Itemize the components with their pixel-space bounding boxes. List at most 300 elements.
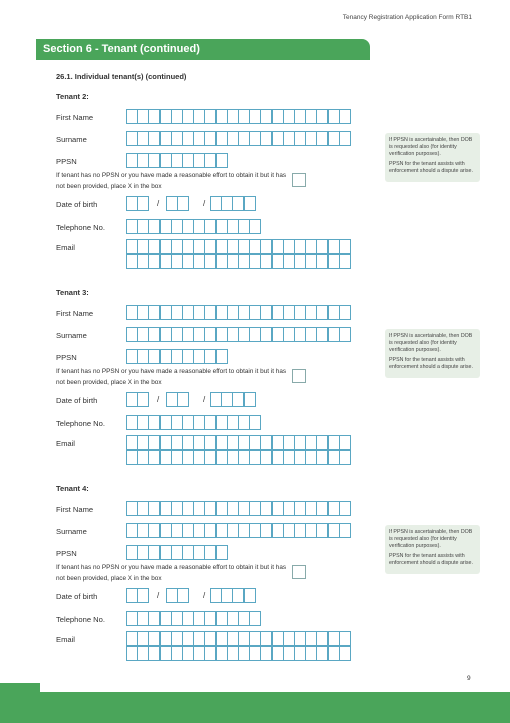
email-boxes-row1-cell[interactable] (238, 435, 250, 450)
surname-boxes-cell[interactable] (339, 523, 351, 538)
email-boxes-row2-cell[interactable] (339, 254, 351, 269)
surname-boxes-cell[interactable] (316, 523, 328, 538)
email-boxes-row1-cell[interactable] (260, 631, 272, 646)
email-boxes-row1-cell[interactable] (328, 435, 340, 450)
surname-boxes-cell[interactable] (260, 327, 272, 342)
no-ppsn-checkbox[interactable] (292, 565, 306, 579)
dob-day-boxes-cell[interactable] (137, 588, 149, 603)
email-boxes-row2-cell[interactable] (305, 254, 317, 269)
email-boxes-row2-cell[interactable] (328, 254, 340, 269)
dob-year-boxes-cell[interactable] (232, 196, 244, 211)
telephone-boxes-cell[interactable] (182, 611, 194, 626)
telephone-boxes[interactable] (126, 415, 261, 430)
telephone-boxes[interactable] (126, 219, 261, 234)
email-boxes-row1-cell[interactable] (171, 239, 183, 254)
surname-boxes-cell[interactable] (182, 523, 194, 538)
email-boxes-row2-cell[interactable] (249, 646, 261, 661)
surname-boxes-cell[interactable] (171, 523, 183, 538)
dob-year-boxes-cell[interactable] (232, 392, 244, 407)
dob-month-boxes-cell[interactable] (177, 196, 189, 211)
surname-boxes-cell[interactable] (272, 523, 284, 538)
dob-day-boxes-cell[interactable] (137, 196, 149, 211)
first-name-boxes-cell[interactable] (160, 109, 172, 124)
email-boxes-row2-cell[interactable] (249, 254, 261, 269)
first-name-boxes-cell[interactable] (272, 109, 284, 124)
email-boxes-row2-cell[interactable] (182, 254, 194, 269)
email-boxes-row2-cell[interactable] (328, 646, 340, 661)
first-name-boxes-cell[interactable] (283, 305, 295, 320)
surname-boxes-cell[interactable] (137, 131, 149, 146)
email-boxes-row1-cell[interactable] (193, 239, 205, 254)
ppsn-boxes-cell[interactable] (148, 545, 160, 560)
email-boxes-row2[interactable] (126, 450, 351, 465)
email-boxes-row2-cell[interactable] (272, 450, 284, 465)
telephone-boxes-cell[interactable] (148, 415, 160, 430)
telephone-boxes-cell[interactable] (216, 219, 228, 234)
surname-boxes-cell[interactable] (272, 327, 284, 342)
ppsn-boxes-cell[interactable] (171, 153, 183, 168)
dob-year-boxes-cell[interactable] (221, 196, 233, 211)
first-name-boxes-cell[interactable] (216, 501, 228, 516)
telephone-boxes-cell[interactable] (216, 415, 228, 430)
ppsn-boxes-cell[interactable] (171, 349, 183, 364)
first-name-boxes-cell[interactable] (160, 305, 172, 320)
email-boxes-row2-cell[interactable] (316, 450, 328, 465)
email-boxes-row1-cell[interactable] (249, 435, 261, 450)
first-name-boxes-cell[interactable] (204, 501, 216, 516)
email-boxes-row2-cell[interactable] (137, 450, 149, 465)
surname-boxes-cell[interactable] (160, 131, 172, 146)
telephone-boxes-cell[interactable] (182, 219, 194, 234)
first-name-boxes-cell[interactable] (204, 305, 216, 320)
telephone-boxes-cell[interactable] (126, 415, 138, 430)
first-name-boxes-cell[interactable] (283, 501, 295, 516)
telephone-boxes-cell[interactable] (249, 415, 261, 430)
first-name-boxes-cell[interactable] (137, 501, 149, 516)
first-name-boxes-cell[interactable] (182, 109, 194, 124)
email-boxes-row1-cell[interactable] (238, 239, 250, 254)
surname-boxes-cell[interactable] (305, 523, 317, 538)
email-boxes-row2-cell[interactable] (294, 646, 306, 661)
surname-boxes-cell[interactable] (216, 327, 228, 342)
surname-boxes-cell[interactable] (137, 523, 149, 538)
ppsn-boxes-cell[interactable] (126, 153, 138, 168)
surname-boxes-cell[interactable] (148, 327, 160, 342)
dob-day-boxes-cell[interactable] (126, 196, 138, 211)
dob-month-boxes-cell[interactable] (177, 588, 189, 603)
first-name-boxes-cell[interactable] (316, 305, 328, 320)
surname-boxes-cell[interactable] (182, 131, 194, 146)
dob-day-boxes-cell[interactable] (126, 392, 138, 407)
telephone-boxes-cell[interactable] (193, 219, 205, 234)
email-boxes-row1-cell[interactable] (227, 631, 239, 646)
telephone-boxes-cell[interactable] (204, 415, 216, 430)
email-boxes-row1-cell[interactable] (305, 631, 317, 646)
first-name-boxes-cell[interactable] (316, 109, 328, 124)
surname-boxes-cell[interactable] (283, 327, 295, 342)
surname-boxes-cell[interactable] (148, 523, 160, 538)
ppsn-boxes-cell[interactable] (193, 545, 205, 560)
email-boxes-row2-cell[interactable] (272, 646, 284, 661)
dob-year-boxes-cell[interactable] (210, 196, 222, 211)
email-boxes-row1-cell[interactable] (294, 631, 306, 646)
email-boxes-row2-cell[interactable] (148, 646, 160, 661)
dob-year-boxes[interactable] (210, 392, 256, 407)
first-name-boxes-cell[interactable] (216, 305, 228, 320)
email-boxes-row2-cell[interactable] (272, 254, 284, 269)
ppsn-boxes-cell[interactable] (204, 545, 216, 560)
email-boxes-row1-cell[interactable] (328, 631, 340, 646)
email-boxes-row2-cell[interactable] (137, 254, 149, 269)
email-boxes-row2-cell[interactable] (283, 254, 295, 269)
dob-year-boxes[interactable] (210, 588, 256, 603)
telephone-boxes-cell[interactable] (249, 611, 261, 626)
dob-month-boxes-cell[interactable] (166, 588, 178, 603)
email-boxes-row2-cell[interactable] (305, 646, 317, 661)
ppsn-boxes-cell[interactable] (182, 153, 194, 168)
first-name-boxes-cell[interactable] (249, 109, 261, 124)
surname-boxes-cell[interactable] (126, 131, 138, 146)
surname-boxes-cell[interactable] (137, 327, 149, 342)
email-boxes-row1-cell[interactable] (137, 435, 149, 450)
surname-boxes-cell[interactable] (294, 523, 306, 538)
first-name-boxes[interactable] (126, 305, 351, 320)
email-boxes-row2-cell[interactable] (283, 450, 295, 465)
surname-boxes-cell[interactable] (148, 131, 160, 146)
email-boxes-row2-cell[interactable] (316, 254, 328, 269)
email-boxes-row2-cell[interactable] (126, 646, 138, 661)
surname-boxes-cell[interactable] (193, 327, 205, 342)
first-name-boxes-cell[interactable] (171, 501, 183, 516)
surname-boxes-cell[interactable] (283, 131, 295, 146)
ppsn-boxes-cell[interactable] (137, 545, 149, 560)
email-boxes-row2-cell[interactable] (171, 254, 183, 269)
email-boxes-row1-cell[interactable] (148, 435, 160, 450)
email-boxes-row1-cell[interactable] (137, 631, 149, 646)
surname-boxes-cell[interactable] (171, 131, 183, 146)
surname-boxes-cell[interactable] (204, 523, 216, 538)
first-name-boxes[interactable] (126, 109, 351, 124)
email-boxes-row1-cell[interactable] (249, 239, 261, 254)
first-name-boxes-cell[interactable] (137, 305, 149, 320)
first-name-boxes-cell[interactable] (126, 109, 138, 124)
email-boxes-row1-cell[interactable] (272, 631, 284, 646)
first-name-boxes-cell[interactable] (328, 305, 340, 320)
email-boxes-row2-cell[interactable] (137, 646, 149, 661)
first-name-boxes-cell[interactable] (339, 501, 351, 516)
email-boxes-row2-cell[interactable] (238, 646, 250, 661)
email-boxes-row1-cell[interactable] (193, 631, 205, 646)
first-name-boxes-cell[interactable] (204, 109, 216, 124)
telephone-boxes-cell[interactable] (126, 219, 138, 234)
email-boxes-row2-cell[interactable] (283, 646, 295, 661)
email-boxes-row2-cell[interactable] (182, 450, 194, 465)
email-boxes-row1-cell[interactable] (182, 239, 194, 254)
first-name-boxes-cell[interactable] (238, 109, 250, 124)
surname-boxes-cell[interactable] (126, 523, 138, 538)
first-name-boxes-cell[interactable] (227, 305, 239, 320)
surname-boxes-cell[interactable] (316, 327, 328, 342)
surname-boxes-cell[interactable] (216, 131, 228, 146)
email-boxes-row1-cell[interactable] (272, 239, 284, 254)
email-boxes-row1-cell[interactable] (339, 435, 351, 450)
email-boxes-row1-cell[interactable] (182, 435, 194, 450)
surname-boxes-cell[interactable] (238, 131, 250, 146)
email-boxes-row1-cell[interactable] (160, 239, 172, 254)
surname-boxes-cell[interactable] (160, 523, 172, 538)
first-name-boxes-cell[interactable] (305, 305, 317, 320)
first-name-boxes-cell[interactable] (148, 501, 160, 516)
email-boxes-row1-cell[interactable] (182, 631, 194, 646)
surname-boxes-cell[interactable] (328, 523, 340, 538)
telephone-boxes-cell[interactable] (160, 611, 172, 626)
telephone-boxes-cell[interactable] (182, 415, 194, 430)
email-boxes-row2-cell[interactable] (216, 254, 228, 269)
surname-boxes-cell[interactable] (260, 131, 272, 146)
first-name-boxes-cell[interactable] (283, 109, 295, 124)
dob-day-boxes-cell[interactable] (137, 392, 149, 407)
email-boxes-row2-cell[interactable] (227, 646, 239, 661)
email-boxes-row1-cell[interactable] (204, 435, 216, 450)
surname-boxes-cell[interactable] (216, 523, 228, 538)
email-boxes-row1-cell[interactable] (126, 239, 138, 254)
email-boxes-row1-cell[interactable] (227, 239, 239, 254)
first-name-boxes-cell[interactable] (316, 501, 328, 516)
dob-month-boxes[interactable] (166, 196, 189, 211)
first-name-boxes-cell[interactable] (339, 305, 351, 320)
email-boxes-row2-cell[interactable] (126, 254, 138, 269)
first-name-boxes-cell[interactable] (305, 109, 317, 124)
first-name-boxes-cell[interactable] (260, 305, 272, 320)
email-boxes-row1-cell[interactable] (227, 435, 239, 450)
email-boxes-row1-cell[interactable] (339, 239, 351, 254)
first-name-boxes-cell[interactable] (294, 305, 306, 320)
dob-year-boxes-cell[interactable] (210, 392, 222, 407)
email-boxes-row1-cell[interactable] (249, 631, 261, 646)
ppsn-boxes[interactable] (126, 349, 228, 364)
first-name-boxes-cell[interactable] (328, 109, 340, 124)
email-boxes-row2-cell[interactable] (160, 254, 172, 269)
email-boxes-row2-cell[interactable] (216, 450, 228, 465)
email-boxes-row1-cell[interactable] (283, 435, 295, 450)
first-name-boxes-cell[interactable] (216, 109, 228, 124)
email-boxes-row1-cell[interactable] (260, 239, 272, 254)
email-boxes-row1-cell[interactable] (148, 239, 160, 254)
email-boxes-row1-cell[interactable] (272, 435, 284, 450)
email-boxes-row1-cell[interactable] (171, 631, 183, 646)
first-name-boxes-cell[interactable] (249, 305, 261, 320)
surname-boxes-cell[interactable] (272, 131, 284, 146)
email-boxes-row1-cell[interactable] (316, 435, 328, 450)
ppsn-boxes-cell[interactable] (204, 153, 216, 168)
surname-boxes-cell[interactable] (260, 523, 272, 538)
email-boxes-row1-cell[interactable] (283, 631, 295, 646)
email-boxes-row2-cell[interactable] (305, 450, 317, 465)
surname-boxes-cell[interactable] (182, 327, 194, 342)
email-boxes-row1-cell[interactable] (294, 435, 306, 450)
ppsn-boxes-cell[interactable] (182, 545, 194, 560)
ppsn-boxes-cell[interactable] (216, 153, 228, 168)
email-boxes-row1-cell[interactable] (204, 239, 216, 254)
email-boxes-row2[interactable] (126, 646, 351, 661)
ppsn-boxes-cell[interactable] (148, 349, 160, 364)
surname-boxes-cell[interactable] (227, 523, 239, 538)
ppsn-boxes-cell[interactable] (204, 349, 216, 364)
telephone-boxes-cell[interactable] (227, 219, 239, 234)
dob-year-boxes[interactable] (210, 196, 256, 211)
first-name-boxes-cell[interactable] (148, 109, 160, 124)
surname-boxes-cell[interactable] (249, 131, 261, 146)
first-name-boxes-cell[interactable] (182, 305, 194, 320)
dob-year-boxes-cell[interactable] (221, 588, 233, 603)
email-boxes-row2-cell[interactable] (193, 254, 205, 269)
email-boxes-row1-cell[interactable] (148, 631, 160, 646)
dob-day-boxes[interactable] (126, 588, 149, 603)
telephone-boxes-cell[interactable] (238, 611, 250, 626)
telephone-boxes-cell[interactable] (137, 611, 149, 626)
ppsn-boxes-cell[interactable] (160, 545, 172, 560)
email-boxes-row2-cell[interactable] (216, 646, 228, 661)
first-name-boxes-cell[interactable] (193, 305, 205, 320)
ppsn-boxes-cell[interactable] (193, 153, 205, 168)
dob-day-boxes-cell[interactable] (126, 588, 138, 603)
dob-month-boxes-cell[interactable] (166, 196, 178, 211)
email-boxes-row2-cell[interactable] (148, 254, 160, 269)
first-name-boxes-cell[interactable] (272, 305, 284, 320)
email-boxes-row2-cell[interactable] (249, 450, 261, 465)
email-boxes-row1-cell[interactable] (126, 631, 138, 646)
email-boxes-row1-cell[interactable] (171, 435, 183, 450)
dob-year-boxes-cell[interactable] (244, 588, 256, 603)
first-name-boxes-cell[interactable] (182, 501, 194, 516)
first-name-boxes-cell[interactable] (238, 305, 250, 320)
email-boxes-row1-cell[interactable] (316, 239, 328, 254)
email-boxes-row1-cell[interactable] (193, 435, 205, 450)
surname-boxes-cell[interactable] (193, 131, 205, 146)
first-name-boxes-cell[interactable] (148, 305, 160, 320)
ppsn-boxes-cell[interactable] (126, 545, 138, 560)
dob-day-boxes[interactable] (126, 196, 149, 211)
surname-boxes-cell[interactable] (171, 327, 183, 342)
telephone-boxes[interactable] (126, 611, 261, 626)
surname-boxes-cell[interactable] (238, 523, 250, 538)
first-name-boxes-cell[interactable] (249, 501, 261, 516)
telephone-boxes-cell[interactable] (216, 611, 228, 626)
email-boxes-row2-cell[interactable] (294, 450, 306, 465)
email-boxes-row2[interactable] (126, 254, 351, 269)
email-boxes-row1[interactable] (126, 239, 351, 254)
email-boxes-row2-cell[interactable] (204, 450, 216, 465)
email-boxes-row1-cell[interactable] (137, 239, 149, 254)
dob-year-boxes-cell[interactable] (244, 392, 256, 407)
email-boxes-row2-cell[interactable] (339, 450, 351, 465)
first-name-boxes-cell[interactable] (137, 109, 149, 124)
email-boxes-row2-cell[interactable] (160, 450, 172, 465)
dob-month-boxes-cell[interactable] (177, 392, 189, 407)
telephone-boxes-cell[interactable] (148, 611, 160, 626)
email-boxes-row1-cell[interactable] (260, 435, 272, 450)
telephone-boxes-cell[interactable] (137, 415, 149, 430)
dob-year-boxes-cell[interactable] (210, 588, 222, 603)
dob-month-boxes-cell[interactable] (166, 392, 178, 407)
email-boxes-row2-cell[interactable] (294, 254, 306, 269)
surname-boxes[interactable] (126, 523, 351, 538)
email-boxes-row1-cell[interactable] (160, 435, 172, 450)
email-boxes-row2-cell[interactable] (171, 646, 183, 661)
ppsn-boxes-cell[interactable] (171, 545, 183, 560)
first-name-boxes-cell[interactable] (171, 305, 183, 320)
email-boxes-row2-cell[interactable] (227, 450, 239, 465)
telephone-boxes-cell[interactable] (160, 415, 172, 430)
email-boxes-row1-cell[interactable] (126, 435, 138, 450)
surname-boxes-cell[interactable] (249, 327, 261, 342)
telephone-boxes-cell[interactable] (137, 219, 149, 234)
telephone-boxes-cell[interactable] (204, 611, 216, 626)
surname-boxes-cell[interactable] (294, 327, 306, 342)
email-boxes-row2-cell[interactable] (260, 254, 272, 269)
ppsn-boxes-cell[interactable] (126, 349, 138, 364)
first-name-boxes-cell[interactable] (171, 109, 183, 124)
first-name-boxes-cell[interactable] (260, 109, 272, 124)
email-boxes-row1-cell[interactable] (328, 239, 340, 254)
telephone-boxes-cell[interactable] (249, 219, 261, 234)
email-boxes-row2-cell[interactable] (328, 450, 340, 465)
telephone-boxes-cell[interactable] (126, 611, 138, 626)
ppsn-boxes-cell[interactable] (137, 153, 149, 168)
surname-boxes-cell[interactable] (316, 131, 328, 146)
first-name-boxes-cell[interactable] (160, 501, 172, 516)
email-boxes-row1-cell[interactable] (305, 239, 317, 254)
telephone-boxes-cell[interactable] (204, 219, 216, 234)
email-boxes-row2-cell[interactable] (339, 646, 351, 661)
first-name-boxes[interactable] (126, 501, 351, 516)
email-boxes-row1-cell[interactable] (305, 435, 317, 450)
ppsn-boxes-cell[interactable] (137, 349, 149, 364)
email-boxes-row1-cell[interactable] (216, 631, 228, 646)
ppsn-boxes-cell[interactable] (160, 153, 172, 168)
ppsn-boxes-cell[interactable] (182, 349, 194, 364)
telephone-boxes-cell[interactable] (171, 219, 183, 234)
telephone-boxes-cell[interactable] (160, 219, 172, 234)
email-boxes-row1-cell[interactable] (339, 631, 351, 646)
surname-boxes-cell[interactable] (249, 523, 261, 538)
ppsn-boxes-cell[interactable] (148, 153, 160, 168)
first-name-boxes-cell[interactable] (272, 501, 284, 516)
email-boxes-row1-cell[interactable] (294, 239, 306, 254)
surname-boxes-cell[interactable] (238, 327, 250, 342)
dob-year-boxes-cell[interactable] (244, 196, 256, 211)
telephone-boxes-cell[interactable] (148, 219, 160, 234)
surname-boxes-cell[interactable] (305, 327, 317, 342)
dob-year-boxes-cell[interactable] (221, 392, 233, 407)
telephone-boxes-cell[interactable] (171, 415, 183, 430)
surname-boxes-cell[interactable] (160, 327, 172, 342)
dob-year-boxes-cell[interactable] (232, 588, 244, 603)
telephone-boxes-cell[interactable] (238, 219, 250, 234)
surname-boxes-cell[interactable] (305, 131, 317, 146)
surname-boxes-cell[interactable] (204, 131, 216, 146)
email-boxes-row2-cell[interactable] (182, 646, 194, 661)
surname-boxes-cell[interactable] (339, 327, 351, 342)
first-name-boxes-cell[interactable] (126, 501, 138, 516)
email-boxes-row2-cell[interactable] (148, 450, 160, 465)
first-name-boxes-cell[interactable] (305, 501, 317, 516)
email-boxes-row2-cell[interactable] (193, 450, 205, 465)
first-name-boxes-cell[interactable] (193, 501, 205, 516)
email-boxes-row1-cell[interactable] (216, 239, 228, 254)
email-boxes-row2-cell[interactable] (193, 646, 205, 661)
first-name-boxes-cell[interactable] (227, 501, 239, 516)
